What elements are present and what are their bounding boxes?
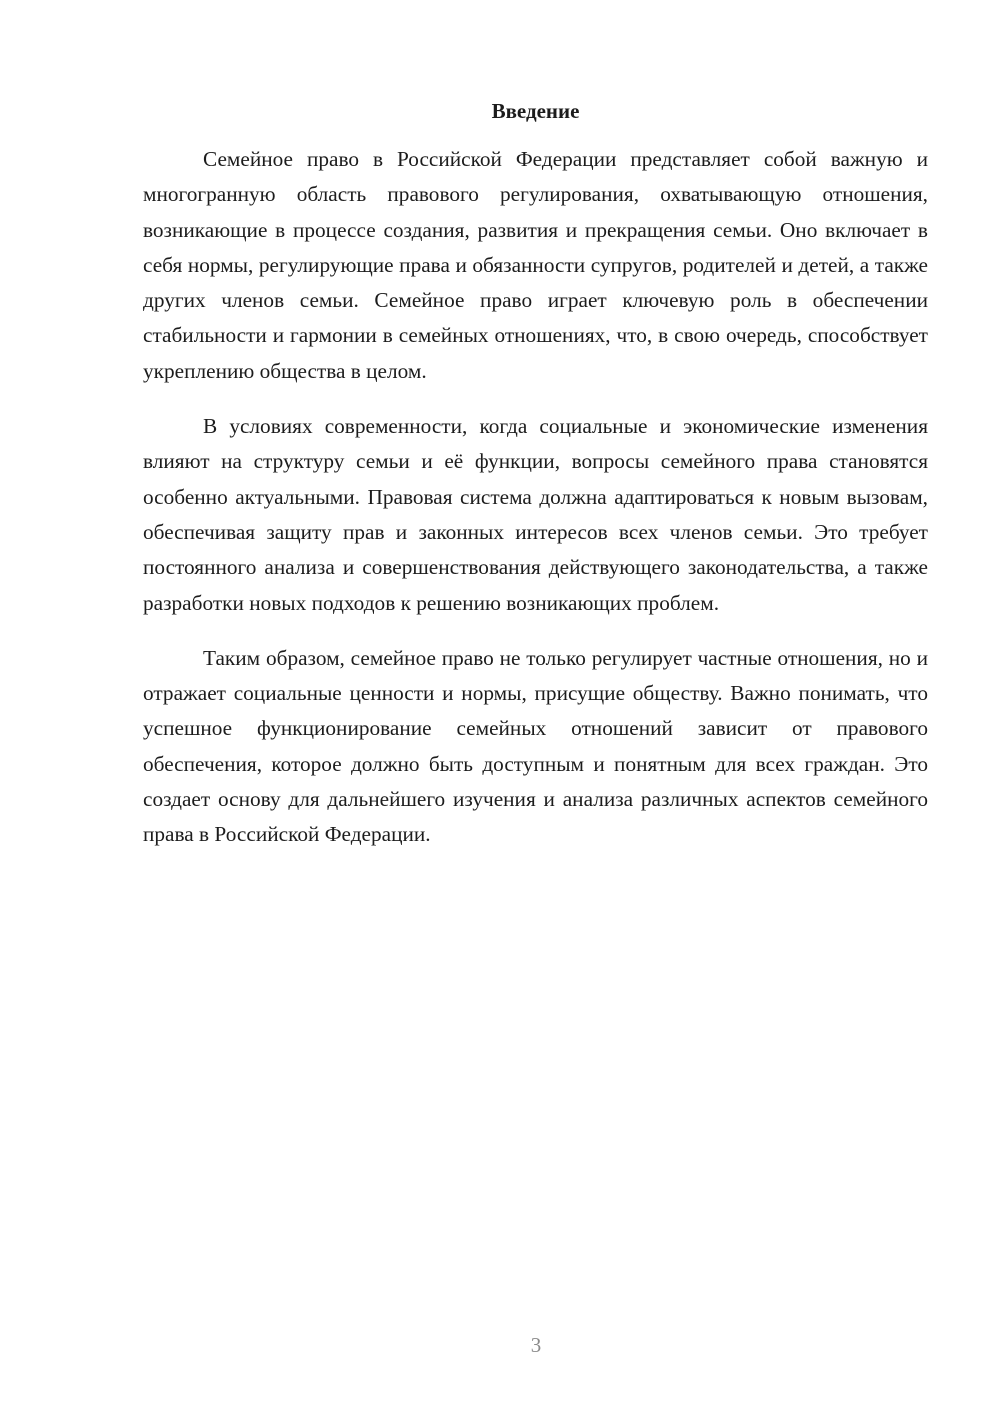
paragraph-3: Таким образом, семейное право не только регулирует частные отношения, но и отражает социальные ценности и нормы, присущие обществу. Важно понимать, что успешное функционирование семейных отношений зависит от правового обеспечения, которое должно быть доступным и понятным для всех граждан. Это создает основу для дальнейшего изучения и анализа различных аспектов семейного права в Российской Федерации. xyxy=(143,645,928,847)
page-content xyxy=(143,96,928,873)
page-number: 3 xyxy=(530,1333,542,1357)
section-heading: Введение xyxy=(491,99,580,123)
paragraph-2: В условиях современности, когда социальные и экономические изменения влияют на структуру семьи и её функции, вопросы семейного права становятся особенно актуальными. Правовая система должна адаптироваться к новым вызовам, обеспечивая защиту прав и законных интересов всех членов семьи. Это требует постоянного анализа и совершенствования действующего законодательства, а также разработки новых подходов к решению возникающих проблем. xyxy=(143,414,928,615)
paragraph-1: Семейное право в Российской Федерации представляет собой важную и многогранную область правового регулирования, охватывающую отношения, возникающие в процессе создания, развития и прекращения семьи. Оно включает в себя нормы, регулирующие права и обязанности супругов, родителей и детей, а также других членов семьи. Семейное право играет ключевую роль в обеспечении стабильности и гармонии в семейных отношениях, что, в свою очередь, способствует укреплению общества в целом. xyxy=(143,147,928,383)
